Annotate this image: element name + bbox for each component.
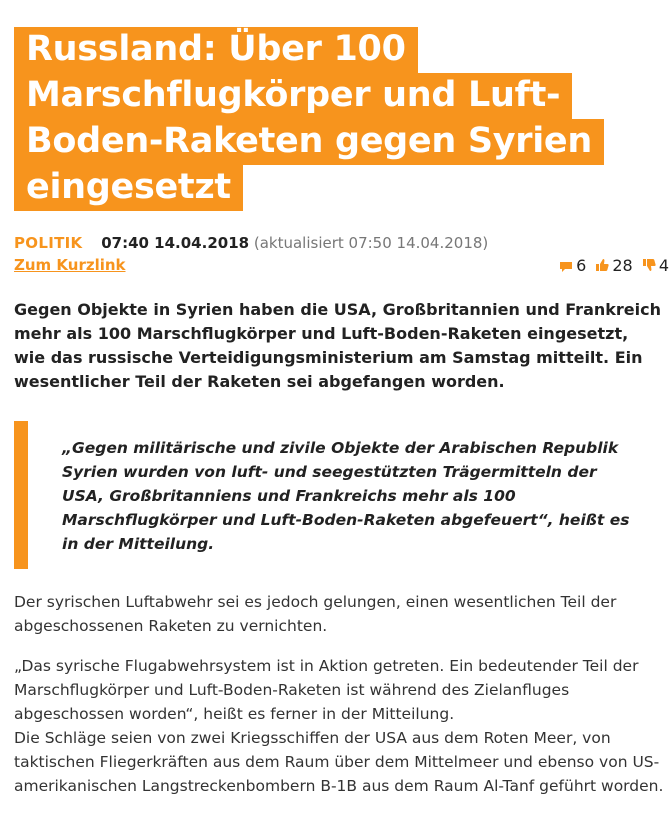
body-paragraph: Die Schläge seien von zwei Kriegsschiffen der USA aus dem Roten Meer, von taktischen Fliegerkräften aus dem Raum über dem Mittelmeer und ebenso von US-amerikanischen Langstreckenbombern B-1B aus dem Raum Al-Tanf geführt worden.	[14, 729, 664, 795]
dislikes-count: 4	[658, 256, 669, 275]
headline-block	[14, 26, 664, 210]
article-lead: Gegen Objekte in Syrien haben die USA, Großbritannien und Frankreich mehr als 100 Marschflugkörper und Luft-Boden-Raketen eingesetzt, wie das russische Verteidigungsministerium am Samstag mitteilt. Ein wesentlicher Teil der Raketen sei abgefangen worden.	[14, 300, 661, 391]
body-paragraph-group	[14, 654, 669, 798]
thumbs-down-icon	[642, 258, 656, 272]
dislikes-stat[interactable]	[642, 256, 669, 275]
category-link[interactable]: POLITIK	[14, 234, 83, 252]
article-meta	[14, 234, 669, 278]
body-paragraph: Der syrischen Luftabwehr sei es jedoch gelungen, einen wesentlichen Teil der abgeschossenen Raketen zu vernichten.	[14, 593, 617, 635]
publish-datetime: 07:40 14.04.2018	[101, 234, 250, 252]
shortlink-link[interactable]: Zum Kurzlink	[14, 256, 126, 274]
likes-count: 28	[612, 256, 633, 275]
thumbs-up-icon	[595, 258, 609, 272]
comment-icon	[559, 260, 573, 272]
updated-datetime: (aktualisiert 07:50 14.04.2018)	[253, 234, 489, 252]
article-quote: „Gegen militärische und zivile Objekte der Arabischen Republik Syrien wurden von luft- und seegestützten Trägermitteln der USA, Großbritanniens und Frankreichs mehr als 100 Marschflugkörper und Luft-Boden-Raketen abgefeuert“, heißt es in der Mitteilung.	[62, 439, 630, 553]
comments-stat[interactable]	[559, 256, 586, 275]
article-stats	[555, 256, 669, 275]
headline-text: Russland: Über 100 Marschflugkörper und Luft-Boden-Raketen gegen Syrien eingesetzt	[14, 27, 604, 211]
comments-count: 6	[576, 256, 587, 275]
body-paragraph: „Das syrische Flugabwehrsystem ist in Aktion getreten. Ein bedeutender Teil der Marschflugkörper und Luft-Boden-Raketen ist während des Zielanfluges abgeschossen worden“, heißt es ferner in der Mitteilung.	[14, 657, 639, 723]
article-headline	[14, 26, 664, 210]
likes-stat[interactable]	[595, 256, 632, 275]
quote-accent-bar	[14, 421, 28, 569]
